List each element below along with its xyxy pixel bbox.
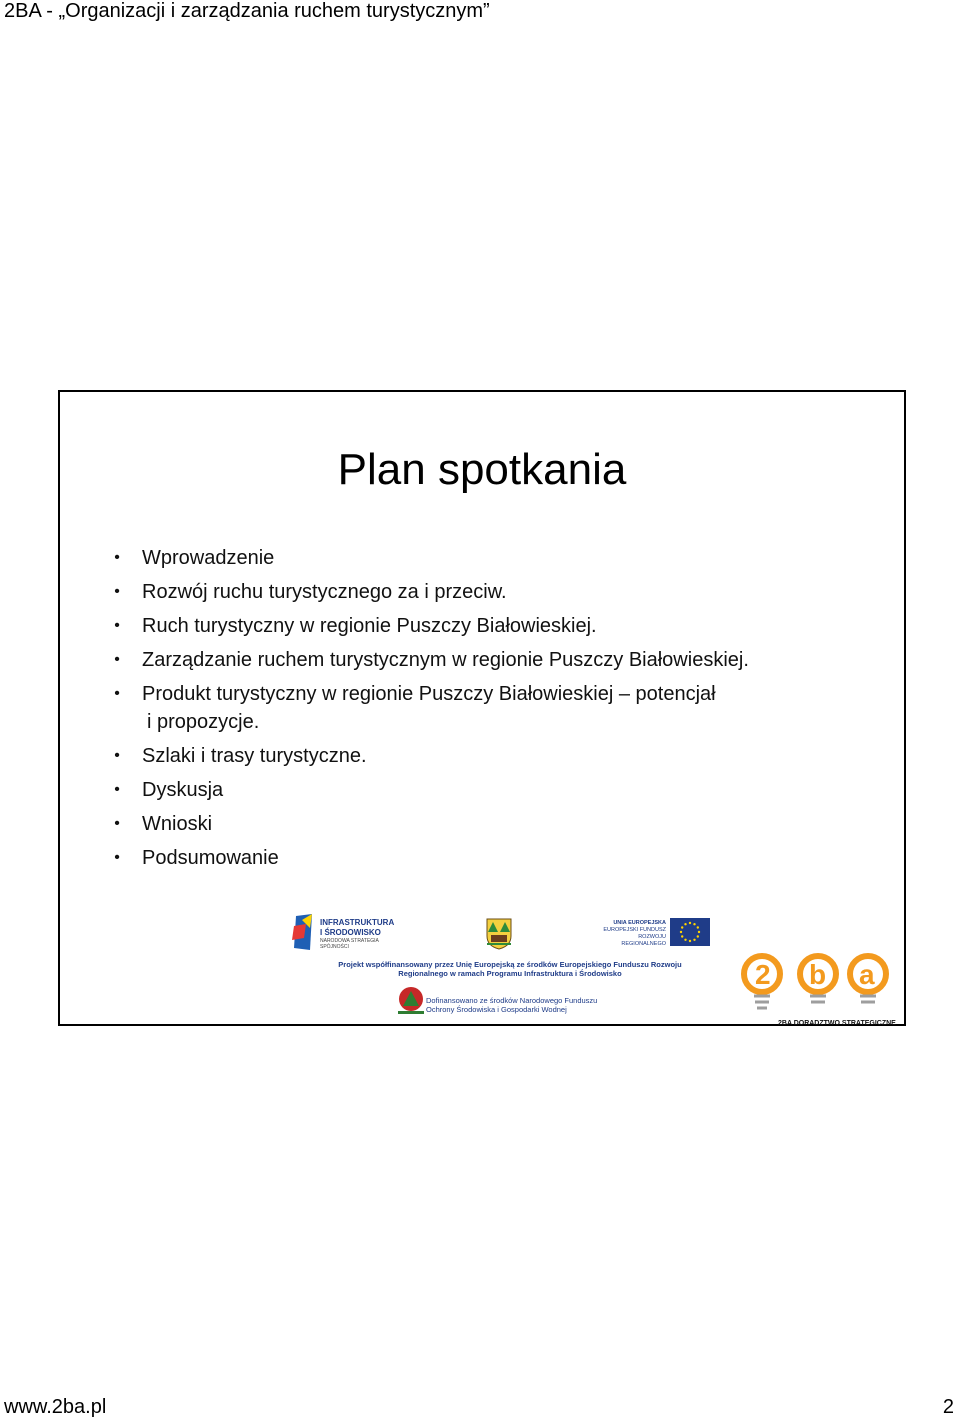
project-cofinancing-note — [330, 960, 690, 978]
slide — [58, 390, 906, 1026]
list-item — [110, 578, 880, 606]
list-item-text: Rozwój ruchu turystycznego za i przeciw. — [142, 581, 507, 603]
project-note-line2: Regionalnego w ramach Programu Infrastruktura i Środowisko — [398, 969, 622, 978]
infrastruktura-logo — [292, 914, 404, 954]
nf-note-line2: Ochrony Środowiska i Gospodarki Wodnej — [426, 1005, 567, 1014]
eu-flag-icon — [670, 918, 710, 946]
list-item-text: Ruch turystyczny w regionie Puszczy Białowieskiej. — [142, 615, 597, 637]
nfosigw-note — [426, 996, 646, 1014]
bullet-icon: • — [114, 815, 120, 832]
coat-of-arms-icon — [486, 918, 512, 950]
slide-title: Plan spotkania — [337, 445, 627, 494]
footer-url: www.2ba.pl — [4, 1396, 107, 1418]
list-item — [110, 844, 880, 872]
list-item-text: Wnioski — [142, 813, 213, 835]
nf-note-line1: Dofinansowano ze środków Narodowego Funduszu — [426, 996, 598, 1005]
nfosigw-logo-icon — [396, 986, 426, 1016]
list-item-text: Podsumowanie — [142, 847, 279, 869]
infra-line2: I ŚRODOWISKO — [320, 928, 381, 937]
list-item — [110, 810, 880, 838]
list-item — [110, 680, 880, 736]
list-item-text: Zarządzanie ruchem turystycznym w regionie Puszczy Białowieskiej. — [142, 649, 749, 671]
bullet-icon: • — [114, 747, 120, 764]
bullet-icon: • — [114, 617, 120, 634]
list-item-text: Dyskusja — [142, 779, 224, 801]
infra-line3: NARODOWA STRATEGIA SPÓJNOŚCI — [320, 938, 379, 950]
page-number: 2 — [942, 1396, 954, 1418]
list-item — [110, 646, 880, 674]
list-item — [110, 544, 880, 572]
eu-line2: EUROPEJSKI FUNDUSZ — [603, 927, 666, 933]
list-item — [110, 776, 880, 804]
eu-logo — [596, 918, 712, 948]
project-note-line1: Projekt współfinansowany przez Unię Europejską ze środków Europejskiego Funduszu Rozwoju — [338, 960, 682, 969]
2ba-caption: 2BA DORADZTWO STRATEGICZNE — [778, 1020, 896, 1027]
svg-text:a: a — [859, 959, 875, 990]
list-item-text: Szlaki i trasy turystyczne. — [142, 745, 367, 767]
list-item-continuation: i propozycje. — [147, 711, 260, 733]
list-item-text: Produkt turystyczny w regionie Puszczy Białowieskiej – potencjał — [142, 683, 716, 705]
svg-text:2: 2 — [755, 959, 771, 990]
list-item — [110, 612, 880, 640]
agenda-list — [110, 544, 880, 878]
eu-line1: UNIA EUROPEJSKA — [613, 920, 666, 926]
page-header-title: 2BA - „Organizacji i zarządzania ruchem turystycznym” — [4, 0, 490, 22]
2ba-lightbulbs-icon — [740, 952, 890, 1022]
bullet-icon: • — [114, 651, 120, 668]
bullet-icon: • — [114, 849, 120, 866]
eu-line3: ROZWOJU REGIONALNEGO — [621, 934, 666, 947]
list-item — [110, 742, 880, 770]
bullet-icon: • — [114, 583, 120, 600]
bullet-icon: • — [114, 549, 120, 566]
eu-text — [596, 920, 666, 948]
bullet-icon: • — [114, 685, 120, 702]
2ba-logo — [740, 952, 896, 1032]
sponsor-logos — [60, 912, 904, 1027]
svg-text:b: b — [809, 959, 827, 990]
bullet-icon: • — [114, 781, 120, 798]
list-item-text: Wprowadzenie — [142, 547, 275, 569]
nss-flag-icon — [292, 914, 316, 952]
infra-line1: INFRASTRUKTURA — [320, 918, 395, 927]
